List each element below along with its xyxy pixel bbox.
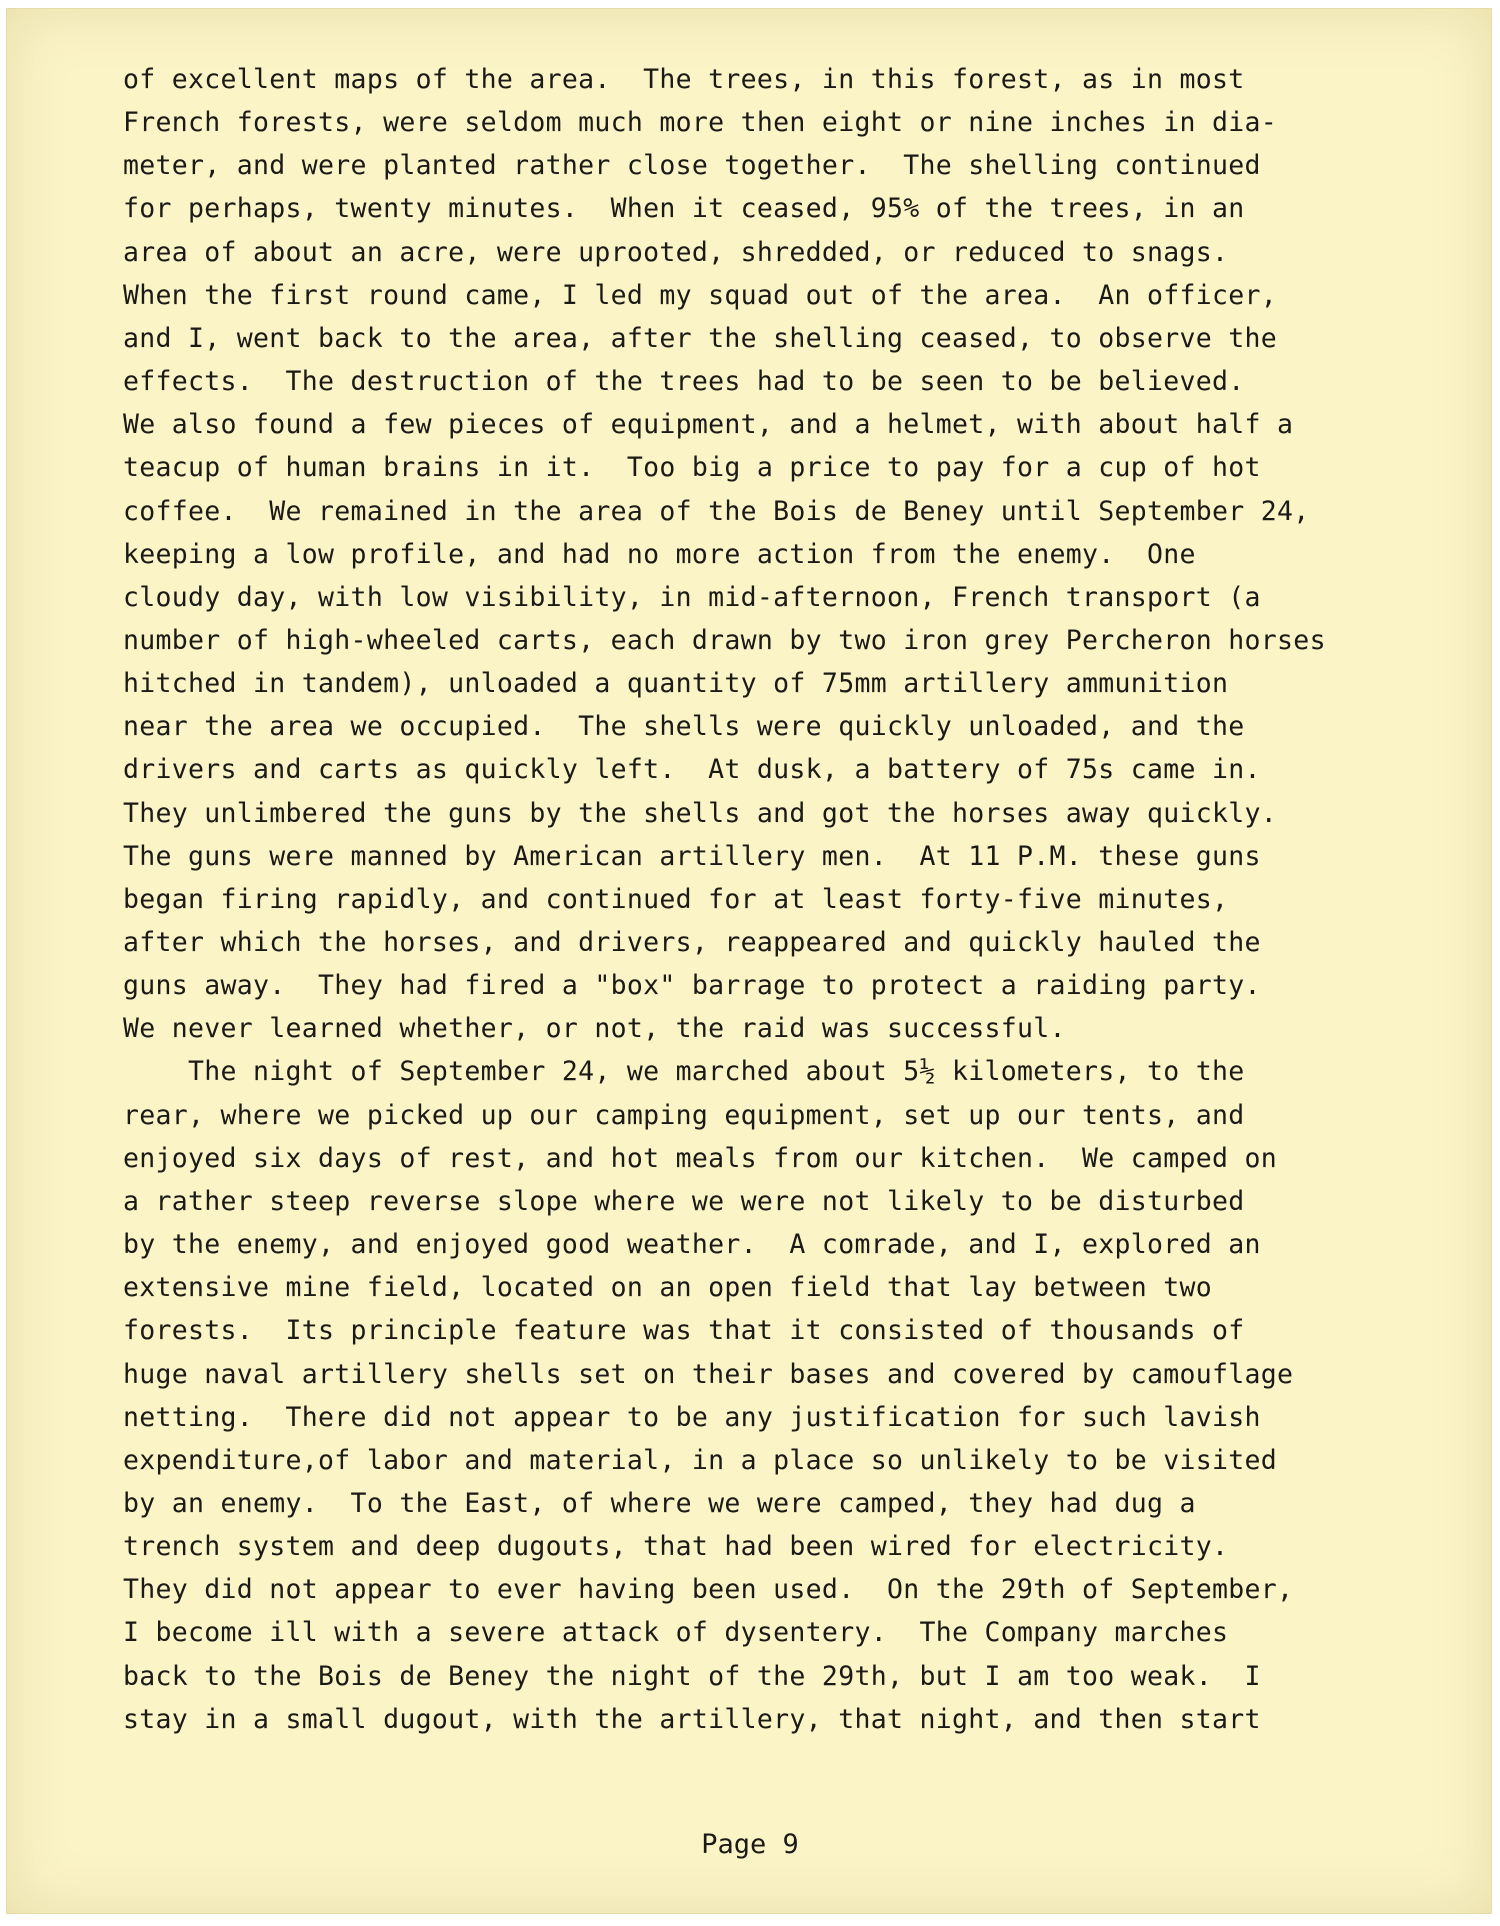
- text-line: extensive mine field, located on an open field that lay between two: [123, 1272, 1213, 1304]
- text-line: number of high-wheeled carts, each drawn by two iron grey Percheron horses: [123, 624, 1326, 656]
- text-line: after which the horses, and drivers, reappeared and quickly hauled the: [123, 927, 1261, 958]
- text-line: drivers and carts as quickly left. At dusk, a battery of 75s came in.: [123, 754, 1261, 786]
- text-line: by an enemy. To the East, of where we were camped, they had dug a: [123, 1487, 1196, 1519]
- text-line: We also found a few pieces of equipment, and a helmet, with about half a: [123, 409, 1294, 441]
- text-line: trench system and deep dugouts, that had been wired for electricity.: [123, 1531, 1229, 1563]
- text-line: netting. There did not appear to be any justification for such lavish: [123, 1401, 1261, 1433]
- text-line: I become ill with a severe attack of dysentery. The Company marches: [123, 1617, 1229, 1649]
- text-line: area of about an acre, were uprooted, shredded, or reduced to snags.: [123, 236, 1229, 268]
- text-line: When the first round came, I led my squad out of the area. An officer,: [123, 279, 1278, 311]
- text-line: teacup of human brains in it. Too big a price to pay for a cup of hot: [123, 452, 1261, 484]
- text-line: French forests, were seldom much more then eight or nine inches in dia-: [123, 107, 1278, 139]
- text-line: near the area we occupied. The shells were quickly unloaded, and the: [123, 711, 1245, 743]
- text-line: meter, and were planted rather close together. The shelling continued: [123, 150, 1261, 182]
- text-line: huge naval artillery shells set on their bases and covered by camouflage: [123, 1358, 1294, 1390]
- text-line: by the enemy, and enjoyed good weather. A comrade, and I, explored an: [123, 1229, 1261, 1261]
- text-line: a rather steep reverse slope where we were not likely to be disturbed: [123, 1185, 1245, 1217]
- text-line: began firing rapidly, and continued for at least forty-five minutes,: [123, 883, 1229, 915]
- text-line: and I, went back to the area, after the shelling ceased, to observe the: [123, 322, 1278, 354]
- text-line: They did not appear to ever having been used. On the 29th of September,: [123, 1574, 1294, 1606]
- text-line: We never learned whether, or not, the raid was successful.: [123, 1013, 1066, 1045]
- text-line: keeping a low profile, and had no more action from the enemy. One: [123, 538, 1196, 570]
- text-line: coffee. We remained in the area of the Bois de Beney until September 24,: [123, 495, 1310, 527]
- text-line: of excellent maps of the area. The trees, in this forest, as in most: [123, 64, 1245, 95]
- page-number: Page 9: [701, 1829, 799, 1860]
- text-line: effects. The destruction of the trees had to be seen to be believed.: [123, 366, 1245, 398]
- text-line: enjoyed six days of rest, and hot meals from our kitchen. We camped on: [123, 1142, 1278, 1174]
- text-line: The guns were manned by American artillery men. At 11 P.M. these guns: [123, 840, 1261, 872]
- text-line: rear, where we picked up our camping equipment, set up our tents, and: [123, 1099, 1245, 1131]
- text-line: hitched in tandem), unloaded a quantity of 75mm artillery ammunition: [123, 668, 1229, 700]
- text-line: cloudy day, with low visibility, in mid-afternoon, French transport (a: [123, 581, 1261, 613]
- text-line: They unlimbered the guns by the shells and got the horses away quickly.: [123, 797, 1278, 829]
- text-line: back to the Bois de Beney the night of the 29th, but I am too weak. I: [123, 1660, 1261, 1692]
- text-line: expenditure,of labor and material, in a place so unlikely to be visited: [123, 1444, 1278, 1476]
- text-line: for perhaps, twenty minutes. When it ceased, 95% of the trees, in an: [123, 193, 1245, 225]
- text-line: forests. Its principle feature was that it consisted of thousands of: [123, 1315, 1245, 1347]
- text-line: The night of September 24, we marched about 5½ kilometers, to the: [123, 1056, 1245, 1088]
- text-line: stay in a small dugout, with the artillery, that night, and then start: [123, 1703, 1261, 1735]
- text-line: guns away. They had fired a "box" barrage to protect a raiding party.: [123, 970, 1261, 1002]
